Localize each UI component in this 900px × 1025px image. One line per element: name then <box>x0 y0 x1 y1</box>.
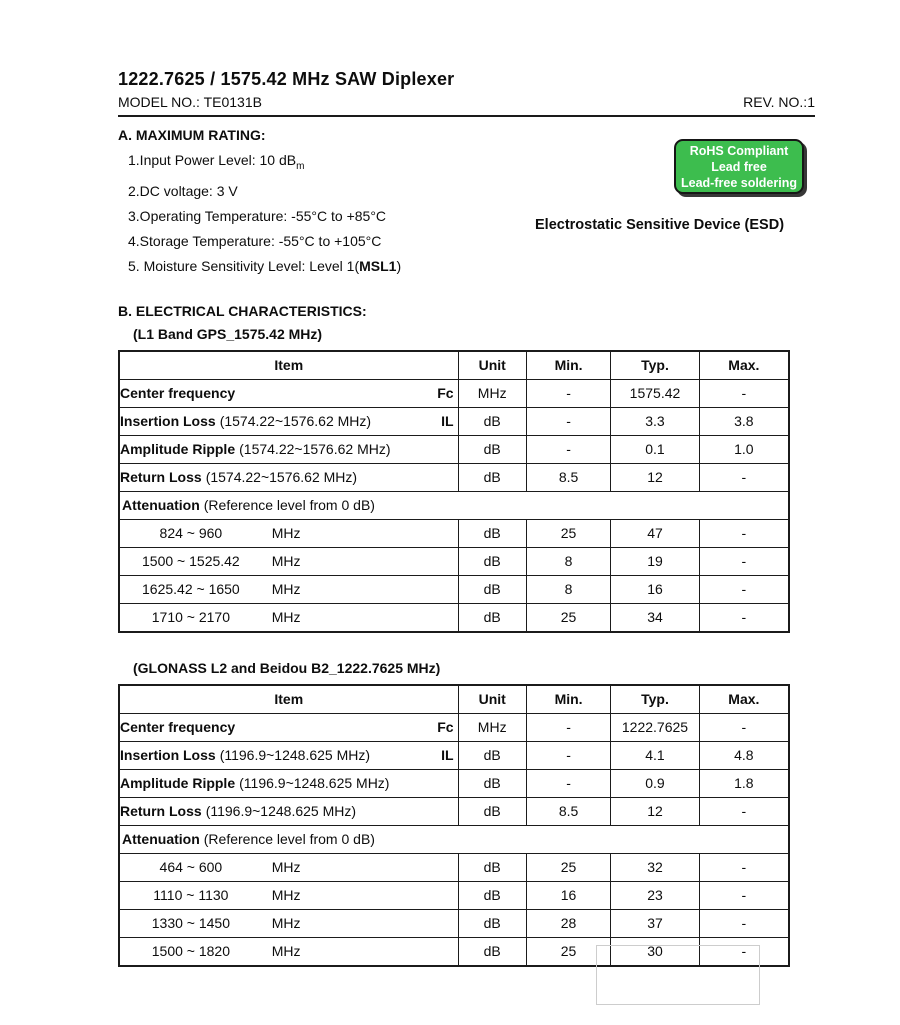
page-title: 1222.7625 / 1575.42 MHz SAW Diplexer <box>118 69 455 89</box>
column-header: Item <box>119 351 458 380</box>
table-row <box>119 519 789 547</box>
item-cell <box>119 435 458 463</box>
cell-typ: 30 <box>611 937 699 966</box>
cell-max: 1.0 <box>699 435 789 463</box>
cell-min: 28 <box>526 909 610 937</box>
attenuation-label: Attenuation <box>122 497 200 514</box>
cell-unit: dB <box>458 853 526 881</box>
frequency-range: 824 ~ 960 <box>159 525 223 542</box>
item-cell <box>119 741 458 769</box>
attenuation-detail: (Reference level from 0 dB) <box>203 831 375 848</box>
esd-warning-text: Electrostatic Sensitive Device (ESD) <box>535 217 785 233</box>
cell-min: 25 <box>526 519 610 547</box>
cell-max: - <box>699 379 789 407</box>
cell-max: 1.8 <box>699 769 789 797</box>
cell-min: - <box>526 435 610 463</box>
item-cell <box>119 463 458 491</box>
item-cell <box>119 881 458 909</box>
item-cell <box>119 713 458 741</box>
cell-typ: 4.1 <box>611 741 699 769</box>
item-cell <box>119 379 458 407</box>
frequency-range: 1330 ~ 1450 <box>151 915 230 932</box>
cell-max: 4.8 <box>699 741 789 769</box>
mhz-label: MHz <box>271 943 301 960</box>
table-row <box>119 547 789 575</box>
spec-item <box>120 469 458 485</box>
attenuation-item <box>120 943 458 959</box>
attenuation-item <box>120 915 458 931</box>
frequency-range: 464 ~ 600 <box>159 859 223 876</box>
spec-symbol: IL <box>441 413 454 430</box>
table-row <box>119 407 789 435</box>
item-cell <box>119 937 458 966</box>
l1-band-table <box>118 350 790 633</box>
item-cell <box>119 909 458 937</box>
spec-detail: (1196.9~1248.625 MHz) <box>239 775 390 792</box>
cell-max: - <box>699 463 789 491</box>
frequency-range: 1500 ~ 1820 <box>151 943 230 960</box>
section-a-heading: A. MAXIMUM RATING: <box>118 127 266 143</box>
item-cell <box>119 547 458 575</box>
attenuation-item <box>120 553 458 569</box>
text-part: 2.DC voltage: 3 V <box>128 182 238 199</box>
item-cell <box>119 797 458 825</box>
spec-name: Amplitude Ripple <box>120 775 236 792</box>
column-header: Typ. <box>611 685 699 714</box>
attenuation-item <box>120 525 458 541</box>
table-row <box>119 463 789 491</box>
mhz-label: MHz <box>271 525 301 542</box>
table-row <box>119 769 789 797</box>
spec-symbol: Fc <box>437 719 454 736</box>
attenuation-label: Attenuation <box>122 831 200 848</box>
cell-unit: MHz <box>458 379 526 407</box>
item-cell <box>119 575 458 603</box>
spec-name: Insertion Loss <box>120 413 216 430</box>
item-cell <box>119 769 458 797</box>
cell-unit: dB <box>458 463 526 491</box>
cell-max: - <box>699 937 789 966</box>
cell-min: - <box>526 379 610 407</box>
table-row <box>119 491 789 519</box>
cell-min: - <box>526 713 610 741</box>
attenuation-item <box>120 859 458 875</box>
table-body <box>119 379 789 632</box>
cell-max: - <box>699 881 789 909</box>
subscript-text: m <box>296 160 305 172</box>
item-cell <box>119 519 458 547</box>
column-header: Typ. <box>611 351 699 380</box>
section-b-heading: B. ELECTRICAL CHARACTERISTICS: <box>118 302 367 319</box>
rohs-compliant-badge <box>674 139 804 194</box>
table-row <box>119 853 789 881</box>
cell-min: 25 <box>526 937 610 966</box>
cell-typ: 32 <box>611 853 699 881</box>
cell-typ: 34 <box>611 603 699 632</box>
max-rating-item <box>118 254 818 279</box>
frequency-range: 1710 ~ 2170 <box>151 609 230 626</box>
attenuation-span-cell <box>119 825 789 853</box>
cell-unit: dB <box>458 881 526 909</box>
spec-name: Center frequency <box>120 719 236 736</box>
item-cell <box>119 603 458 632</box>
attenuation-item <box>120 581 458 597</box>
column-header: Min. <box>526 351 610 380</box>
table-row <box>119 797 789 825</box>
cell-unit: dB <box>458 547 526 575</box>
rohs-badge-line: Lead free <box>711 159 767 174</box>
cell-min: 8 <box>526 547 610 575</box>
cell-typ: 1575.42 <box>611 379 699 407</box>
table-row <box>119 575 789 603</box>
cell-unit: dB <box>458 937 526 966</box>
cell-unit: MHz <box>458 713 526 741</box>
cell-typ: 3.3 <box>611 407 699 435</box>
cell-typ: 37 <box>611 909 699 937</box>
table-row <box>119 741 789 769</box>
item-cell <box>119 853 458 881</box>
rohs-badge-line: Lead-free soldering <box>681 175 797 190</box>
spec-item <box>120 747 458 763</box>
table2-subtitle: (GLONASS L2 and Beidou B2_1222.7625 MHz) <box>133 659 441 676</box>
text-part: 3.Operating Temperature: -55°C to +85°C <box>128 207 387 224</box>
mhz-label: MHz <box>271 609 301 626</box>
cell-max: - <box>699 547 789 575</box>
glonass-beidou-table <box>118 684 790 967</box>
attenuation-detail: (Reference level from 0 dB) <box>203 497 375 514</box>
spec-item <box>120 775 458 791</box>
spec-symbol: IL <box>441 747 454 764</box>
cell-max: - <box>699 519 789 547</box>
spec-item <box>120 413 458 429</box>
mhz-label: MHz <box>271 887 301 904</box>
cell-unit: dB <box>458 769 526 797</box>
mhz-label: MHz <box>271 915 301 932</box>
cell-max: - <box>699 853 789 881</box>
cell-unit: dB <box>458 741 526 769</box>
cell-max: - <box>699 797 789 825</box>
frequency-range: 1500 ~ 1525.42 <box>142 553 240 570</box>
model-number: MODEL NO.: TE0131B <box>118 94 262 110</box>
table-header-row <box>119 351 789 380</box>
text-part: 5. Moisture Sensitivity Level: Level 1( <box>128 257 360 274</box>
cell-unit: dB <box>458 435 526 463</box>
cell-typ: 19 <box>611 547 699 575</box>
cell-unit: dB <box>458 603 526 632</box>
cell-typ: 1222.7625 <box>611 713 699 741</box>
spec-item <box>120 719 458 735</box>
item-cell <box>119 407 458 435</box>
table-head <box>119 685 789 714</box>
table-row <box>119 603 789 632</box>
table-row <box>119 379 789 407</box>
cell-min: 8.5 <box>526 797 610 825</box>
cell-typ: 12 <box>611 797 699 825</box>
cell-max: - <box>699 603 789 632</box>
table-row <box>119 909 789 937</box>
table-row <box>119 435 789 463</box>
cell-min: 16 <box>526 881 610 909</box>
spec-item <box>120 441 458 457</box>
cell-unit: dB <box>458 797 526 825</box>
column-header: Max. <box>699 351 789 380</box>
cell-max: - <box>699 575 789 603</box>
rohs-badge-line: RoHS Compliant <box>689 143 789 158</box>
scan-artifact-box <box>596 945 760 1005</box>
cell-unit: dB <box>458 519 526 547</box>
mhz-label: MHz <box>271 581 301 598</box>
spec-name: Return Loss <box>120 469 202 486</box>
text-part: 1.Input Power Level: 10 dB <box>128 152 297 168</box>
cell-min: 25 <box>526 603 610 632</box>
spec-detail: (1574.22~1576.62 MHz) <box>219 413 372 430</box>
table-header-row <box>119 685 789 714</box>
cell-typ: 0.9 <box>611 769 699 797</box>
column-header: Unit <box>458 685 526 714</box>
cell-typ: 47 <box>611 519 699 547</box>
cell-min: - <box>526 407 610 435</box>
column-header: Unit <box>458 351 526 380</box>
table-body <box>119 713 789 966</box>
attenuation-item <box>120 609 458 625</box>
cell-typ: 16 <box>611 575 699 603</box>
spec-detail: (1196.9~1248.625 MHz) <box>219 747 371 764</box>
text-part: ) <box>396 257 402 274</box>
cell-unit: dB <box>458 575 526 603</box>
cell-typ: 23 <box>611 881 699 909</box>
cell-typ: 12 <box>611 463 699 491</box>
table-head <box>119 351 789 380</box>
cell-max: - <box>699 909 789 937</box>
column-header: Item <box>119 685 458 714</box>
spec-name: Amplitude Ripple <box>120 441 236 458</box>
spec-detail: (1196.9~1248.625 MHz) <box>205 803 357 820</box>
spec-name: Insertion Loss <box>120 747 216 764</box>
spec-name: Center frequency <box>120 385 236 402</box>
spec-name: Return Loss <box>120 803 202 820</box>
column-header: Max. <box>699 685 789 714</box>
attenuation-item <box>120 887 458 903</box>
attenuation-span-cell <box>119 491 789 519</box>
text-part: MSL1 <box>359 257 397 274</box>
table-row <box>119 881 789 909</box>
cell-unit: dB <box>458 407 526 435</box>
mhz-label: MHz <box>271 553 301 570</box>
spec-symbol: Fc <box>437 385 454 402</box>
mhz-label: MHz <box>271 859 301 876</box>
spec-item <box>120 385 458 401</box>
frequency-range: 1110 ~ 1130 <box>153 887 229 904</box>
cell-min: 8.5 <box>526 463 610 491</box>
cell-max: 3.8 <box>699 407 789 435</box>
cell-min: 25 <box>526 853 610 881</box>
spec-detail: (1574.22~1576.62 MHz) <box>205 469 358 486</box>
cell-min: - <box>526 769 610 797</box>
table-row <box>119 825 789 853</box>
revision-number: REV. NO.:1 <box>743 94 815 110</box>
table1-subtitle: (L1 Band GPS_1575.42 MHz) <box>133 325 323 342</box>
spec-item <box>120 803 458 819</box>
column-header: Min. <box>526 685 610 714</box>
table-row <box>119 713 789 741</box>
frequency-range: 1625.42 ~ 1650 <box>142 581 240 598</box>
cell-typ: 0.1 <box>611 435 699 463</box>
model-rev-row <box>118 94 815 117</box>
spec-detail: (1574.22~1576.62 MHz) <box>239 441 391 458</box>
cell-min: - <box>526 741 610 769</box>
cell-min: 8 <box>526 575 610 603</box>
cell-max: - <box>699 713 789 741</box>
text-part: 4.Storage Temperature: -55°C to +105°C <box>128 232 382 249</box>
cell-unit: dB <box>458 909 526 937</box>
